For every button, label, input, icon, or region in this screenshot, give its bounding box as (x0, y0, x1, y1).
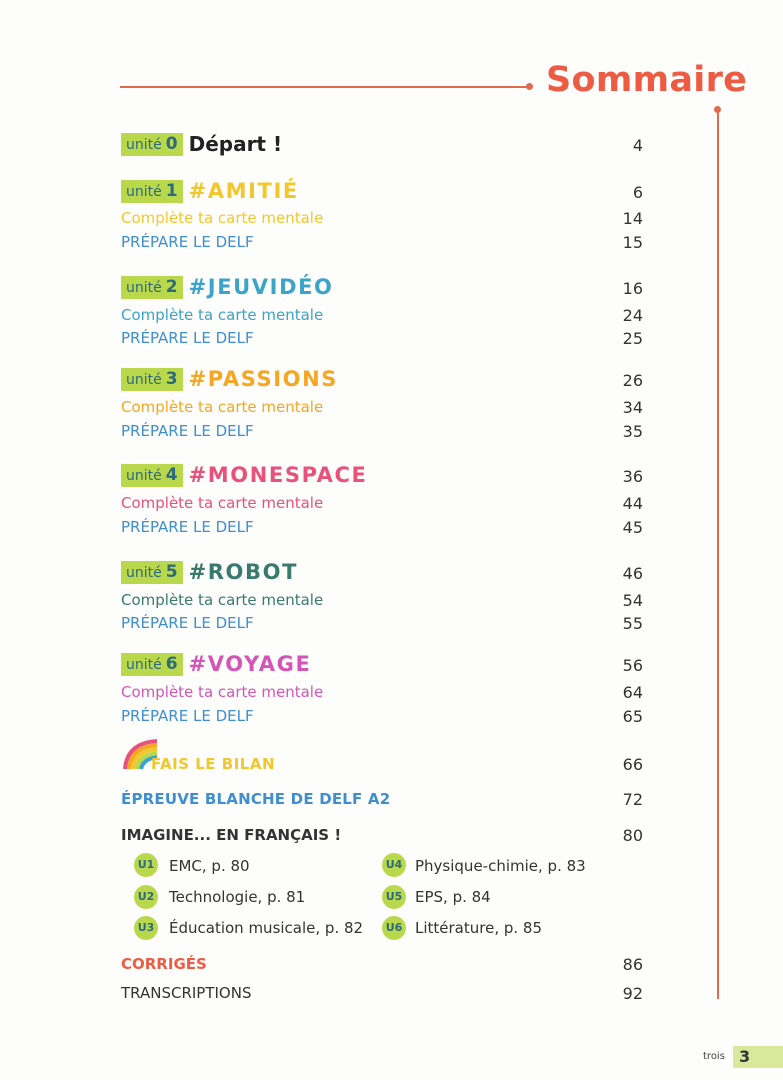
toc-corriges[interactable] (121, 955, 651, 981)
toc-unit-1[interactable] (121, 179, 651, 209)
page-number: 25 (622, 329, 643, 348)
toc-item-label: Complète ta carte mentale (121, 494, 324, 512)
title-rule-dot (526, 83, 533, 90)
unit-badge: unité 1 (121, 180, 183, 203)
page-number: 66 (622, 755, 643, 774)
toc-unit-0[interactable] (121, 132, 651, 162)
page-number-footer: 3 (739, 1047, 751, 1066)
toc-item-label: Complète ta carte mentale (121, 209, 324, 227)
page-number: 65 (622, 707, 643, 726)
page-number: 64 (622, 683, 643, 702)
page-footer (703, 1046, 783, 1068)
toc-item[interactable] (121, 683, 651, 709)
unit-title: Départ ! (188, 132, 283, 156)
page-title: Sommaire (546, 60, 748, 100)
imagine-item[interactable]: Littérature, p. 85 (415, 919, 543, 937)
page-number: 4 (632, 136, 643, 155)
toc-item[interactable] (121, 422, 651, 448)
unit-title: #ROBOT (188, 560, 298, 584)
page-number: 86 (622, 955, 643, 974)
page-number: 26 (622, 371, 643, 390)
bilan-label: FAIS LE BILAN (151, 755, 276, 773)
toc-item-label: PRÉPARE LE DELF (121, 233, 254, 251)
toc-unit-2[interactable] (121, 275, 651, 305)
imagine-label: IMAGINE... EN FRANÇAIS ! (121, 826, 342, 844)
toc-item[interactable] (121, 398, 651, 424)
imagine-item[interactable]: EMC, p. 80 (169, 857, 250, 875)
unit-badge: unité 3 (121, 368, 183, 391)
unit-title: #VOYAGE (188, 652, 312, 676)
unit-title: #MONESPACE (188, 463, 368, 487)
page-number: 45 (622, 518, 643, 537)
title-rule (120, 86, 528, 88)
toc-item[interactable] (121, 707, 651, 733)
page-number: 34 (622, 398, 643, 417)
page-number: 24 (622, 306, 643, 325)
toc-item-label: PRÉPARE LE DELF (121, 707, 254, 725)
unit-title: #JEUVIDÉO (188, 275, 334, 299)
page-number: 44 (622, 494, 643, 513)
unit-badge: unité 6 (121, 653, 183, 676)
page-word: trois (703, 1051, 725, 1062)
toc-item[interactable] (121, 329, 651, 355)
toc-item-label: Complète ta carte mentale (121, 591, 324, 609)
unit-badge: unité 4 (121, 464, 183, 487)
page-number: 16 (622, 279, 643, 298)
toc-item-label: PRÉPARE LE DELF (121, 329, 254, 347)
page-number: 56 (622, 656, 643, 675)
page-number: 80 (622, 826, 643, 845)
page-number: 15 (622, 233, 643, 252)
page-number: 35 (622, 422, 643, 441)
toc-transcriptions[interactable] (121, 984, 651, 1010)
vertical-rule (717, 111, 719, 999)
unit-badge: unité 0 (121, 133, 183, 156)
unit-circle-u5: U5 (382, 885, 406, 909)
page-number: 36 (622, 467, 643, 486)
epreuve-label: ÉPREUVE BLANCHE DE DELF A2 (121, 790, 391, 808)
toc-item[interactable] (121, 614, 651, 640)
page-number: 92 (622, 984, 643, 1003)
toc-unit-5[interactable] (121, 560, 651, 590)
toc-unit-6[interactable] (121, 652, 651, 682)
imagine-item[interactable]: Technologie, p. 81 (169, 888, 306, 906)
page-number: 14 (622, 209, 643, 228)
toc-item-label: Complète ta carte mentale (121, 398, 324, 416)
imagine-item[interactable]: EPS, p. 84 (415, 888, 491, 906)
unit-badge: unité 2 (121, 276, 183, 299)
page-number: 54 (622, 591, 643, 610)
unit-title: #PASSIONS (188, 367, 338, 391)
toc-bilan[interactable] (121, 755, 651, 781)
toc-item[interactable] (121, 518, 651, 544)
unit-circle-u1: U1 (134, 853, 158, 877)
page-number: 72 (622, 790, 643, 809)
transcriptions-label: TRANSCRIPTIONS (121, 984, 252, 1002)
page-number: 6 (632, 183, 643, 202)
toc-item-label: Complète ta carte mentale (121, 306, 324, 324)
toc-item-label: PRÉPARE LE DELF (121, 422, 254, 440)
corriges-label: CORRIGÉS (121, 955, 207, 973)
toc-epreuve[interactable] (121, 790, 651, 816)
unit-title: #AMITIÉ (188, 179, 299, 203)
toc-imagine[interactable] (121, 826, 651, 852)
toc-unit-4[interactable] (121, 463, 651, 493)
unit-circle-u2: U2 (134, 885, 158, 909)
imagine-item[interactable]: Éducation musicale, p. 82 (169, 919, 364, 937)
unit-badge: unité 5 (121, 561, 183, 584)
toc-item-label: PRÉPARE LE DELF (121, 518, 254, 536)
toc-item-label: Complète ta carte mentale (121, 683, 324, 701)
page-number: 55 (622, 614, 643, 633)
unit-circle-u4: U4 (382, 853, 406, 877)
toc-unit-3[interactable] (121, 367, 651, 397)
unit-circle-u3: U3 (134, 916, 158, 940)
toc-item[interactable] (121, 209, 651, 235)
page-number: 46 (622, 564, 643, 583)
toc-item[interactable] (121, 233, 651, 259)
imagine-item[interactable]: Physique-chimie, p. 83 (415, 857, 586, 875)
unit-circle-u6: U6 (382, 916, 406, 940)
toc-item-label: PRÉPARE LE DELF (121, 614, 254, 632)
toc-item[interactable] (121, 494, 651, 520)
